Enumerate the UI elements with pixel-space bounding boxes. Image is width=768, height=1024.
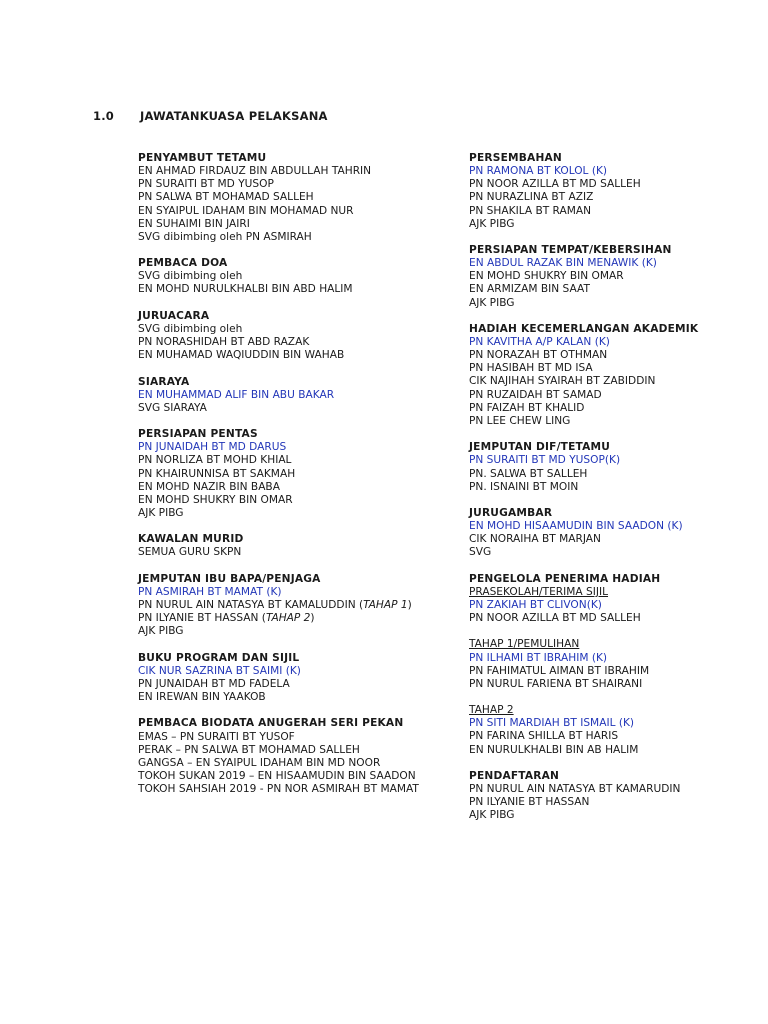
line-text: EN NURULKHALBI BIN AB HALIM <box>469 743 639 756</box>
member-name <box>138 507 438 520</box>
section-title: PERSIAPAN TEMPAT/KEBERSIHAN <box>469 244 672 257</box>
line-text: AJK PIBG <box>138 506 184 519</box>
tahap-label: TAHAP 1 <box>363 599 408 612</box>
member-name <box>138 231 438 244</box>
line-text: PN LEE CHEW LING <box>469 414 571 427</box>
line-text: PN RAMONA BT KOLOL (K) <box>469 165 608 178</box>
line-text: AJK PIBG <box>469 296 515 309</box>
member-name <box>469 717 764 730</box>
member-name <box>469 415 764 428</box>
section-title: PENYAMBUT TETAMU <box>138 152 267 164</box>
line-text: EN MOHD SHUKRY BIN OMAR <box>138 493 293 506</box>
member-name <box>138 165 438 178</box>
line-text: PN JUNAIDAH BT MD FADELA <box>138 677 290 690</box>
member-name <box>138 402 438 415</box>
subsection-label <box>469 704 764 717</box>
member-name <box>469 546 764 559</box>
member-name <box>138 336 438 349</box>
section-title: JURUGAMBAR <box>469 506 553 519</box>
line-text: PRASEKOLAH/TERIMA SIJIL <box>469 585 609 598</box>
line-text: PN NORLIZA BT MOHD KHIAL <box>138 454 292 467</box>
line-text: PN KAVITHA A/P KALAN (K) <box>469 336 610 349</box>
section-title: JURUACARA <box>138 309 210 322</box>
line-text: PN SITI MARDIAH BT ISMAIL (K) <box>469 717 635 730</box>
member-name <box>138 323 438 336</box>
member-name <box>138 744 438 757</box>
line-text: PN FAIZAH BT KHALID <box>469 401 585 414</box>
section-title: PENGELOLA PENERIMA HADIAH <box>469 572 661 585</box>
member-name <box>469 165 764 178</box>
section-juruacara <box>138 310 438 363</box>
member-name <box>469 389 764 402</box>
member-name <box>138 546 438 559</box>
line-text: PN KHAIRUNNISA BT SAKMAH <box>138 467 296 480</box>
line-text: PN SURAITI BT MD YUSOP(K) <box>469 454 621 467</box>
line-text: TOKOH SAHSIAH 2019 - PN NOR ASMIRAH BT MAMAT <box>138 783 419 796</box>
section-pembaca-doa <box>138 257 438 296</box>
line-text: PN FARINA SHILLA BT HARIS <box>469 730 619 743</box>
member-name <box>469 468 764 481</box>
member-name <box>138 389 438 402</box>
line-text: SVG dibimbing oleh PN ASMIRAH <box>138 230 312 243</box>
subsection-label <box>469 586 764 599</box>
line-text: PN JUNAIDAH BT MD DARUS <box>138 441 287 454</box>
line-text: EN MUHAMMAD ALIF BIN ABU BAKAR <box>138 388 335 401</box>
section-pendaftaran <box>469 770 764 823</box>
member-name <box>138 468 438 481</box>
member-name <box>469 520 764 533</box>
section-title: PEMBACA DOA <box>138 257 228 270</box>
line-text: PN ASMIRAH BT MAMAT (K) <box>138 585 282 598</box>
member-name <box>469 297 764 310</box>
member-name <box>469 612 764 625</box>
section-persiapan-tempat-kebersihan <box>469 244 764 310</box>
line-text: PN RUZAIDAH BT SAMAD <box>469 388 602 401</box>
member-name <box>469 283 764 296</box>
line-text: PN NOOR AZILLA BT MD SALLEH <box>469 178 641 191</box>
line-text: EN IREWAN BIN YAAKOB <box>138 691 266 704</box>
member-name <box>469 533 764 546</box>
member-name <box>138 218 438 231</box>
member-name <box>138 441 438 454</box>
line-text: EMAS – PN SURAITI BT YUSOF <box>138 730 295 743</box>
line-text: EN MUHAMAD WAQIUDDIN BIN WAHAB <box>138 349 345 362</box>
section-buku-program-dan-sijil <box>138 652 438 705</box>
line-text: AJK PIBG <box>469 809 515 822</box>
left-column <box>138 152 438 809</box>
member-name <box>469 191 764 204</box>
member-name <box>469 599 764 612</box>
member-name <box>138 757 438 770</box>
line-text: EN MOHD HISAAMUDIN BIN SAADON (K) <box>469 520 683 533</box>
line-text: PN ZAKIAH BT CLIVON(K) <box>469 599 602 612</box>
line-text: PERAK – PN SALWA BT MOHAMAD SALLEH <box>138 743 360 756</box>
member-name <box>138 599 438 612</box>
heading-number: 1.0 <box>93 109 114 123</box>
heading-text: JAWATANKUASA PELAKSANA <box>140 109 328 123</box>
line-text: PN ILYANIE BT HASSAN ( <box>138 612 266 625</box>
member-name <box>469 362 764 375</box>
member-name <box>469 481 764 494</box>
member-name <box>138 191 438 204</box>
member-name <box>138 612 438 625</box>
line-text: PN ILHAMI BT IBRAHIM (K) <box>469 651 608 664</box>
section-title: KAWALAN MURID <box>138 533 244 546</box>
member-name <box>469 257 764 270</box>
section-persiapan-pentas <box>138 428 438 520</box>
line-suffix: ) <box>407 599 412 612</box>
member-name <box>469 336 764 349</box>
line-text: SVG <box>469 546 492 559</box>
line-text: GANGSA – EN SYAIPUL IDAHAM BIN MD NOOR <box>138 756 381 769</box>
line-text: PN FAHIMATUL AIMAN BT IBRAHIM <box>469 664 650 677</box>
section-jurugambar <box>469 507 764 560</box>
line-text: PN SURAITI BT MD YUSOP <box>138 178 274 191</box>
section-pengelola-penerima-hadiah <box>469 573 764 757</box>
blank-line <box>469 625 764 638</box>
member-name <box>469 375 764 388</box>
member-name <box>469 402 764 415</box>
section-hadiah-kecemerlangan-akademik <box>469 323 764 428</box>
line-text: AJK PIBG <box>469 217 515 230</box>
member-name <box>469 744 764 757</box>
section-kawalan-murid <box>138 533 438 559</box>
member-name <box>138 205 438 218</box>
line-text: EN SUHAIMI BIN JAIRI <box>138 217 250 230</box>
member-name <box>138 731 438 744</box>
section-pembaca-biodata-anugerah-seri-pekan <box>138 717 438 796</box>
line-text: EN ARMIZAM BIN SAAT <box>469 283 590 296</box>
line-text: SVG SIARAYA <box>138 401 207 414</box>
member-name <box>469 652 764 665</box>
section-title: JEMPUTAN IBU BAPA/PENJAGA <box>138 572 321 585</box>
line-text: SVG dibimbing oleh <box>138 322 243 335</box>
member-name <box>138 270 438 283</box>
member-name <box>469 678 764 691</box>
section-title: PERSEMBAHAN <box>469 152 562 164</box>
section-jemputan-dif-tetamu <box>469 441 764 494</box>
subsection-label <box>469 638 764 651</box>
line-text: PN HASIBAH BT MD ISA <box>469 362 593 375</box>
line-text: AJK PIBG <box>138 625 184 638</box>
member-name <box>138 349 438 362</box>
line-text: EN MOHD NURULKHALBI BIN ABD HALIM <box>138 283 353 296</box>
member-name <box>138 178 438 191</box>
line-text: TAHAP 2 <box>469 704 514 717</box>
line-text: PN. SALWA BT SALLEH <box>469 467 588 480</box>
member-name <box>469 730 764 743</box>
section-persembahan <box>469 152 764 231</box>
line-text: EN MOHD NAZIR BIN BABA <box>138 480 280 493</box>
section-jemputan-ibu-bapa-penjaga <box>138 573 438 639</box>
member-name <box>469 454 764 467</box>
line-text: PN NORAZAH BT OTHMAN <box>469 349 608 362</box>
blank-line <box>469 691 764 704</box>
tahap-label: TAHAP 2 <box>265 612 311 625</box>
member-name <box>469 270 764 283</box>
line-text: EN MOHD SHUKRY BIN OMAR <box>469 270 624 283</box>
section-title: PERSIAPAN PENTAS <box>138 428 258 441</box>
line-suffix: ) <box>310 612 315 625</box>
line-text: EN SYAIPUL IDAHAM BIN MOHAMAD NUR <box>138 204 354 217</box>
section-siaraya <box>138 376 438 415</box>
line-text: PN ILYANIE BT HASSAN <box>469 796 590 809</box>
line-text: PN. ISNAINI BT MOIN <box>469 480 579 493</box>
member-name <box>469 796 764 809</box>
member-name <box>469 665 764 678</box>
member-name <box>469 349 764 362</box>
page-heading <box>93 109 328 123</box>
line-text: CIK NUR SAZRINA BT SAIMI (K) <box>138 664 301 677</box>
member-name <box>138 770 438 783</box>
member-name <box>138 454 438 467</box>
section-title: PENDAFTARAN <box>469 769 560 782</box>
member-name <box>138 481 438 494</box>
line-text: SVG dibimbing oleh <box>138 270 243 283</box>
member-name <box>469 178 764 191</box>
section-title: PEMBACA BIODATA ANUGERAH SERI PEKAN <box>138 717 404 730</box>
line-text: CIK NORAIHA BT MARJAN <box>469 533 601 546</box>
member-name <box>138 783 438 796</box>
member-name <box>469 218 764 231</box>
member-name <box>138 678 438 691</box>
line-text: PN NURUL FARIENA BT SHAIRANI <box>469 677 643 690</box>
line-text: CIK NAJIHAH SYAIRAH BT ZABIDDIN <box>469 375 656 388</box>
section-title: JEMPUTAN DIF/TETAMU <box>469 441 611 454</box>
line-text: TAHAP 1/PEMULIHAN <box>469 638 580 651</box>
line-text: PN NURUL AIN NATASYA BT KAMALUDDIN ( <box>138 599 364 612</box>
member-name <box>469 205 764 218</box>
member-name <box>138 691 438 704</box>
line-text: PN NURAZLINA BT AZIZ <box>469 191 594 204</box>
member-name <box>469 783 764 796</box>
section-title: SIARAYA <box>138 375 190 388</box>
line-text: EN AHMAD FIRDAUZ BIN ABDULLAH TAHRIN <box>138 165 372 178</box>
section-penyambut-tetamu <box>138 152 438 244</box>
line-text: PN SHAKILA BT RAMAN <box>469 204 592 217</box>
line-text: PN SALWA BT MOHAMAD SALLEH <box>138 191 314 204</box>
line-text: EN ABDUL RAZAK BIN MENAWIK (K) <box>469 257 657 270</box>
line-text: PN NOOR AZILLA BT MD SALLEH <box>469 612 641 625</box>
line-text: PN NURUL AIN NATASYA BT KAMARUDIN <box>469 783 681 796</box>
member-name <box>138 586 438 599</box>
member-name <box>138 625 438 638</box>
section-title: BUKU PROGRAM DAN SIJIL <box>138 651 300 664</box>
line-text: TOKOH SUKAN 2019 – EN HISAAMUDIN BIN SAADON <box>138 769 416 782</box>
right-column <box>469 152 764 836</box>
line-text: PN NORASHIDAH BT ABD RAZAK <box>138 336 310 349</box>
member-name <box>138 494 438 507</box>
member-name <box>469 809 764 822</box>
member-name <box>138 283 438 296</box>
section-title: HADIAH KECEMERLANGAN AKADEMIK <box>469 322 699 335</box>
member-name <box>138 665 438 678</box>
line-text: SEMUA GURU SKPN <box>138 546 242 559</box>
